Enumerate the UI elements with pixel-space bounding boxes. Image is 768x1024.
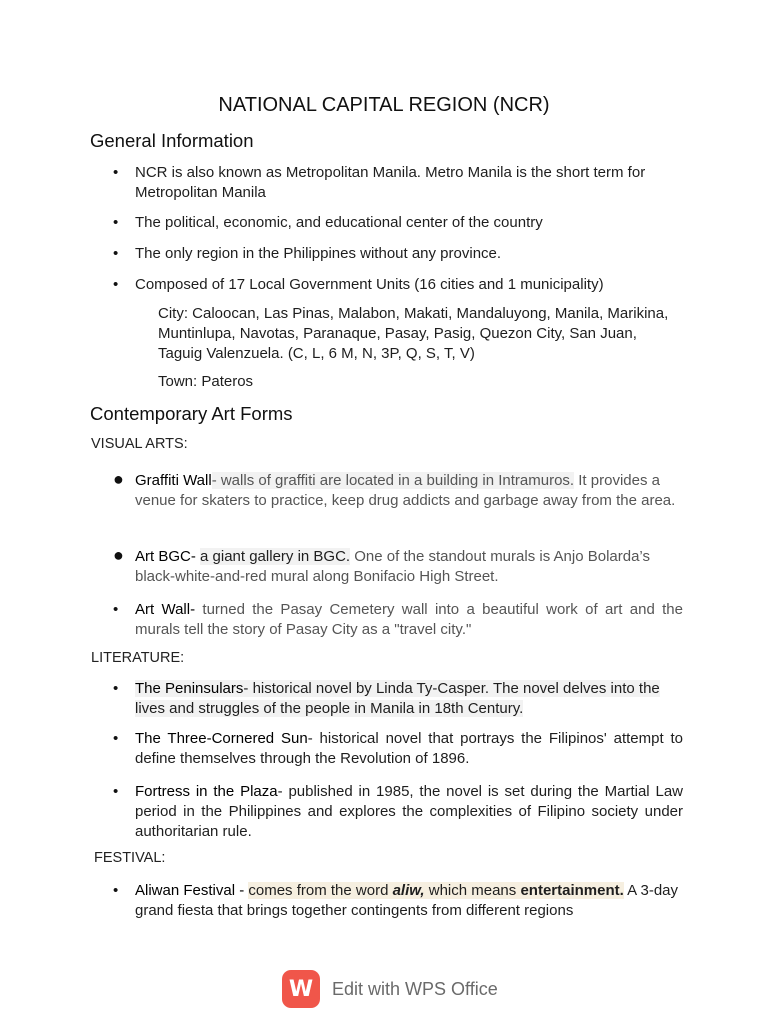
bullet-dot: • bbox=[113, 164, 119, 181]
term: Fortress in the Plaza bbox=[135, 783, 278, 800]
bullet-dot: • bbox=[113, 245, 119, 262]
bullet-dot: • bbox=[113, 730, 119, 747]
term: Aliwan Festival - bbox=[135, 882, 249, 899]
general-bullet-1: NCR is also known as Metropolitan Manila. Metro Manila is the short term for Metropolitan Manila bbox=[135, 164, 646, 201]
bullet-dot: • bbox=[113, 276, 119, 293]
bullet-dot: • bbox=[113, 214, 119, 231]
emphasis: aliw, bbox=[392, 882, 425, 899]
description: It provides a venue for skaters to practice, keep drug addicts and garbage away from the area. bbox=[135, 472, 676, 509]
wps-logo-icon: W bbox=[282, 970, 320, 1008]
bullet-dot: • bbox=[113, 601, 119, 618]
literature-item-three-cornered-sun bbox=[135, 729, 683, 769]
description: A 3-day grand fiesta that brings together contingents from different regions bbox=[135, 882, 679, 919]
visual-item-graffiti bbox=[135, 471, 683, 511]
term: Graffiti Wall bbox=[135, 472, 212, 489]
bullet-dot: • bbox=[113, 783, 119, 800]
section-heading-contemporary: Contemporary Art Forms bbox=[90, 403, 293, 424]
description: - historical novel by Linda Ty-Casper. The novel delves into the lives and struggles of the people in Manila in 18th Century. bbox=[135, 680, 660, 717]
general-bullet-3: The only region in the Philippines without any province. bbox=[135, 245, 502, 262]
highlighted-text: - walls of graffiti are located in a building in Intramuros. bbox=[211, 472, 575, 489]
visual-item-art-wall bbox=[135, 600, 683, 640]
term: Art Wall- bbox=[135, 601, 196, 618]
bullet-dot: • bbox=[113, 680, 119, 697]
bullet-dot: ● bbox=[113, 545, 124, 565]
literature-item-fortress bbox=[135, 782, 683, 842]
label-festival: FESTIVAL: bbox=[94, 850, 166, 866]
term: Art BGC- bbox=[135, 548, 201, 565]
visual-item-art-bgc bbox=[135, 547, 683, 587]
section-heading-general: General Information bbox=[90, 130, 254, 151]
description: - published in 1985, the novel is set during the Martial Law period in the Philippines and explores the complexities of Filipino society under authoritarian rule. bbox=[135, 783, 683, 840]
bullet-dot: ● bbox=[113, 469, 124, 489]
cities-list: City: Caloocan, Las Pinas, Malabon, Makati, Mandaluyong, Manila, Marikina, Muntinlupa, Navotas, Paranaque, Pasay, Pasig, Quezon City, San Juan, Taguig Valenzuela. (C, L, 6 M, N, 3P, Q, S, T, V) bbox=[158, 305, 669, 362]
bullet-dot: • bbox=[113, 882, 119, 899]
term: The Three-Cornered Sun bbox=[135, 730, 308, 747]
wps-footer[interactable] bbox=[282, 966, 498, 1012]
description: - historical novel that portrays the Filipinos' attempt to define themselves through the Revolution of 1896. bbox=[135, 730, 683, 767]
general-bullet-2: The political, economic, and educational center of the country bbox=[135, 214, 543, 231]
label-literature: LITERATURE: bbox=[91, 650, 185, 666]
description: turned the Pasay Cemetery wall into a beautiful work of art and the murals tell the story of Pasay City as a "travel city." bbox=[135, 601, 683, 638]
label-visual-arts: VISUAL ARTS: bbox=[91, 436, 188, 452]
bold-word: entertainment. bbox=[520, 882, 624, 899]
highlighted-text: which means bbox=[424, 882, 521, 899]
town-line: Town: Pateros bbox=[158, 373, 254, 390]
festival-item-aliwan bbox=[135, 881, 683, 921]
literature-item-peninsulars bbox=[135, 679, 683, 719]
highlighted-text: a giant gallery in BGC. bbox=[200, 548, 351, 565]
term: The Peninsulars bbox=[135, 680, 244, 697]
page-title: NATIONAL CAPITAL REGION (NCR) bbox=[218, 94, 550, 116]
description: One of the standout murals is Anjo Bolarda’s black-white-and-red mural along Bonifacio High Street. bbox=[135, 548, 650, 585]
general-bullet-4: Composed of 17 Local Government Units (16 cities and 1 municipality) bbox=[135, 276, 604, 293]
highlighted-text: comes from the word bbox=[248, 882, 393, 899]
edit-with-wps-label: Edit with WPS Office bbox=[332, 978, 498, 999]
